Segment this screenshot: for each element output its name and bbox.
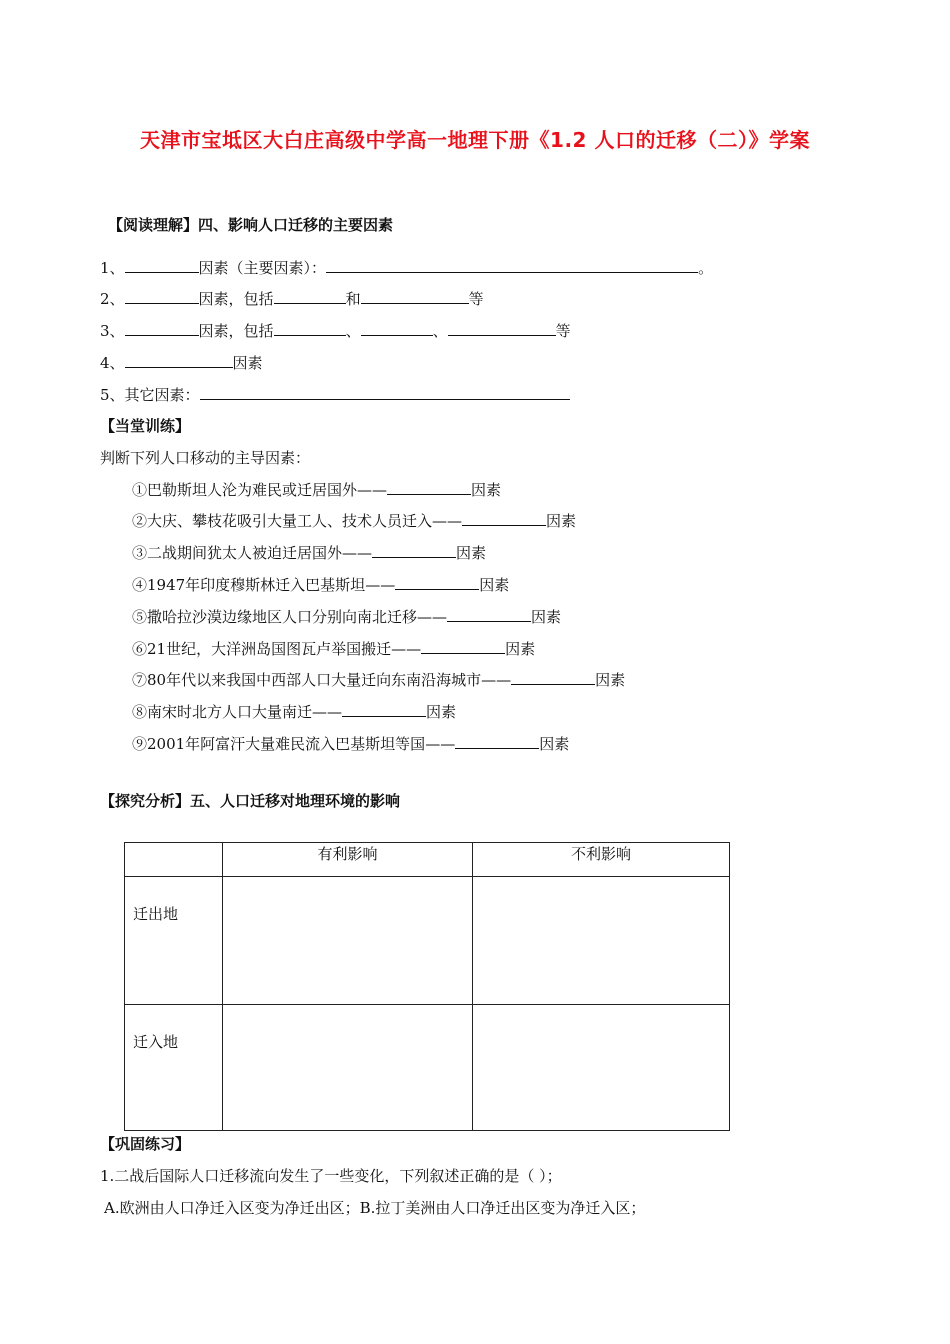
review-question-1: 1.二战后国际人口迁移流向发生了一些变化，下列叙述正确的是（ ）； [100,1167,562,1185]
dash: —— [365,576,396,594]
practice-item-9 [132,733,569,754]
factor-suffix: 因素 [546,512,577,530]
practice-item-text: ⑦80年代以来我国中西部人口大量迁向东南沿海城市 [132,671,482,689]
answer-blank[interactable] [125,352,233,368]
dash: —— [312,703,343,721]
answer-blank[interactable] [372,542,456,558]
answer-blank[interactable] [361,320,433,336]
factor-line-1-text: 因素（主要因素）： [198,259,327,277]
factor-suffix: 因素 [479,576,510,594]
practice-item-5 [132,606,561,627]
factor-line-3-prefix: 3、 [100,322,125,340]
practice-item-6 [132,638,535,659]
factor-line-2-prefix: 2、 [100,290,125,308]
answer-blank[interactable] [274,288,346,304]
dash: —— [481,671,512,689]
factor-line-5-prefix: 5、其它因素： [100,386,200,404]
practice-item-3 [132,542,486,563]
factor-line-1-suffix: 。 [698,259,714,277]
answer-blank[interactable] [274,320,346,336]
answer-cell[interactable] [473,1005,730,1131]
factor-line-5 [100,384,570,405]
answer-blank[interactable] [421,638,505,654]
practice-item-text: ①巴勒斯坦人沦为难民或迁居国外 [132,481,358,499]
row-label-origin: 迁出地 [125,877,223,1005]
factor-line-4 [100,352,263,373]
factor-suffix: 因素 [426,703,457,721]
factor-suffix: 因素 [456,544,487,562]
practice-item-1 [132,479,501,500]
table-corner-cell [125,843,223,877]
dash: —— [432,512,463,530]
dash: —— [417,608,448,626]
review-options: A.欧洲由人口净迁入区变为净迁出区；B.拉丁美洲由人口净迁出区变为净迁入区； [104,1199,646,1217]
factor-line-4-prefix: 4、 [100,354,125,372]
answer-blank[interactable] [125,257,199,273]
practice-item-text: ⑨2001年阿富汗大量难民流入巴基斯坦等国 [132,735,426,753]
answer-blank[interactable] [200,384,570,400]
practice-item-4 [132,574,509,595]
practice-item-text: ④1947年印度穆斯林迁入巴基斯坦 [132,576,366,594]
impact-table [124,842,730,1131]
answer-blank[interactable] [342,701,426,717]
factor-line-3-sep2: 、 [432,322,448,340]
factor-suffix: 因素 [505,640,536,658]
factor-suffix: 因素 [595,671,626,689]
practice-item-8 [132,701,456,722]
factor-suffix: 因素 [539,735,570,753]
section-heading-practice: 【当堂训练】 [100,417,191,435]
dash: —— [357,481,388,499]
practice-item-text: ⑧南宋时北方人口大量南迁 [132,703,313,721]
factor-line-4-text: 因素 [232,354,263,372]
answer-cell[interactable] [223,877,473,1005]
col-header-benefit: 有利影响 [223,843,473,877]
factor-line-3-suffix: 等 [555,322,571,340]
dash: —— [425,735,456,753]
answer-blank[interactable] [125,320,199,336]
practice-item-2 [132,510,576,531]
answer-blank[interactable] [125,288,199,304]
factor-line-1-prefix: 1、 [100,259,125,277]
factor-line-3 [100,320,571,341]
answer-blank[interactable] [326,257,698,273]
dash: —— [342,544,373,562]
answer-blank[interactable] [387,479,471,495]
col-header-harm: 不利影响 [473,843,730,877]
factor-line-3-text: 因素，包括 [198,322,274,340]
answer-cell[interactable] [473,877,730,1005]
factor-line-2-text: 因素，包括 [198,290,274,308]
document-title: 天津市宝坻区大白庄高级中学高一地理下册《1.2 人口的迁移（二）》学案 [140,128,810,152]
practice-intro: 判断下列人口移动的主导因素： [100,449,311,467]
practice-item-text: ⑤撒哈拉沙漠边缘地区人口分别向南北迁移 [132,608,418,626]
factor-line-3-sep1: 、 [345,322,361,340]
section-heading-factors: 【阅读理解】四、影响人口迁移的主要因素 [108,216,394,234]
practice-item-text: ②大庆、攀枝花吸引大量工人、技术人员迁入 [132,512,433,530]
section-heading-review: 【巩固练习】 [100,1135,191,1153]
answer-blank[interactable] [447,606,531,622]
section-heading-impact: 【探究分析】五、人口迁移对地理环境的影响 [100,792,401,810]
answer-blank[interactable] [448,320,556,336]
answer-blank[interactable] [462,510,546,526]
answer-blank[interactable] [455,733,539,749]
answer-blank[interactable] [511,669,595,685]
practice-item-7 [132,669,625,690]
factor-line-2-and: 和 [345,290,361,308]
factor-suffix: 因素 [531,608,562,626]
answer-blank[interactable] [361,288,469,304]
factor-line-2 [100,288,484,309]
row-label-destination: 迁入地 [125,1005,223,1131]
factor-line-1 [100,257,713,278]
practice-item-text: ③二战期间犹太人被迫迁居国外 [132,544,343,562]
factor-suffix: 因素 [471,481,502,499]
dash: —— [391,640,422,658]
factor-line-2-suffix: 等 [468,290,484,308]
practice-item-text: ⑥21世纪，大洋洲岛国图瓦卢举国搬迁 [132,640,392,658]
answer-cell[interactable] [223,1005,473,1131]
answer-blank[interactable] [395,574,479,590]
